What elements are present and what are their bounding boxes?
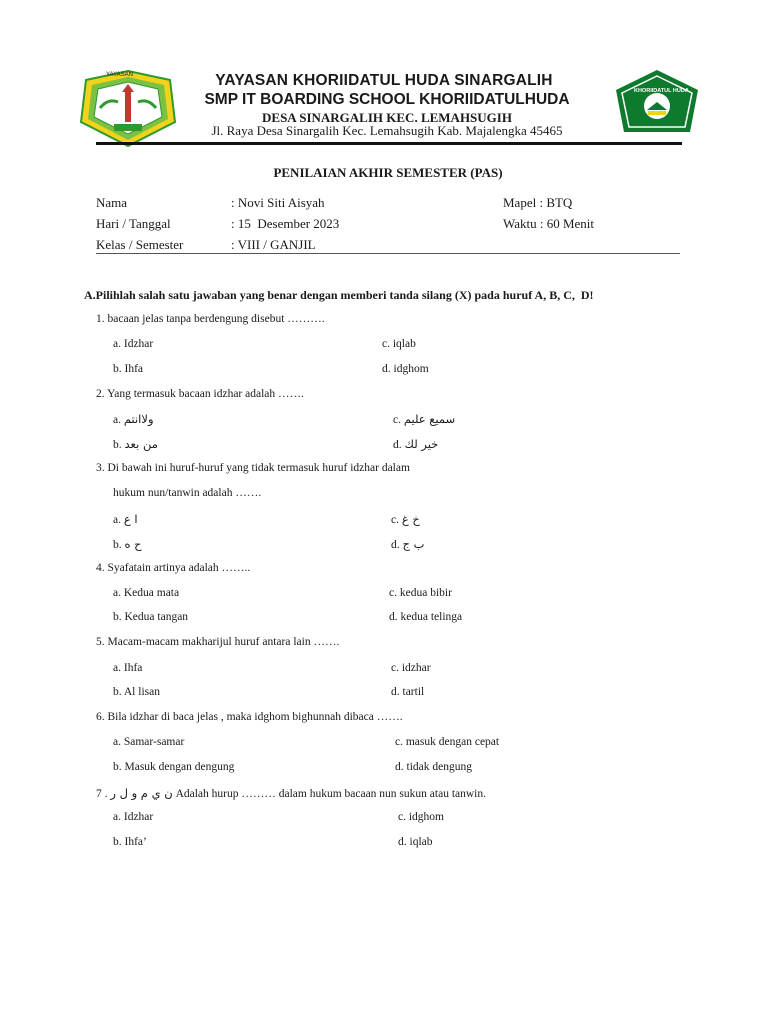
option-d: d. kedua telinga	[389, 611, 463, 623]
option-d: d. tidak dengung	[395, 761, 472, 773]
hari-value: : 15 Desember 2023	[231, 216, 340, 231]
option-b: b. Al lisan	[113, 686, 160, 698]
option-b: b. Ihfa	[113, 363, 144, 375]
option-a: a. Samar-samar	[113, 736, 185, 748]
village-name: DESA SINARGALIH KEC. LEMAHSUGIH	[262, 110, 512, 125]
option-d: d. idghom	[382, 363, 429, 375]
option-a: a. Idzhar	[113, 338, 154, 350]
option-c: c. iqlab	[382, 338, 416, 350]
foundation-name: YAYASAN KHORIIDATUL HUDA SINARGALIH	[215, 72, 553, 89]
hari-label: Hari / Tanggal	[96, 216, 171, 231]
instruction: A.Pilihlah salah satu jawaban yang benar dengan memberi tanda silang (X) pada huruf A, B, C, D!	[84, 288, 594, 302]
option-c: c. idghom	[398, 811, 444, 823]
option-c: c. kedua bibir	[389, 587, 452, 599]
option-b: b. Masuk dengan dengung	[113, 761, 235, 773]
option-b: b. من بعد	[113, 437, 158, 451]
header-divider	[96, 142, 682, 145]
exam-title: PENILAIAN AKHIR SEMESTER (PAS)	[273, 165, 503, 180]
option-d: d. خير لك	[393, 437, 439, 451]
question-3-continued: hukum nun/tanwin adalah …….	[113, 487, 262, 499]
right-logo-text: KHORIIDATUL HUDA	[634, 88, 689, 94]
option-c: c. masuk dengan cepat	[395, 736, 500, 748]
nama-value: : Novi Siti Aisyah	[231, 195, 325, 210]
option-d: d. tartil	[391, 686, 425, 698]
kelas-value: : VIII / GANJIL	[231, 237, 316, 252]
waktu-info: Waktu : 60 Menit	[503, 216, 595, 231]
question-2: 2. Yang termasuk bacaan idzhar adalah …….	[96, 388, 304, 400]
question-5: 5. Macam-macam makharijul huruf antara lain …….	[96, 636, 340, 648]
option-a: a. Kedua mata	[113, 587, 180, 599]
question-4: 4. Syafatain artinya adalah ……..	[96, 562, 251, 574]
option-b: b. Kedua tangan	[113, 611, 189, 623]
option-b: b. ح ه	[113, 537, 142, 551]
option-d: d. iqlab	[398, 836, 433, 848]
option-c: c. idzhar	[391, 662, 431, 674]
option-a: a. ا ع	[113, 512, 138, 526]
left-logo-text: YAYASAN	[106, 72, 134, 78]
question-6: 6. Bila idzhar di baca jelas , maka idghom bighunnah dibaca …….	[96, 711, 403, 723]
info-divider	[96, 253, 680, 254]
option-a: a. ولاانتم	[113, 412, 154, 426]
question-1: 1. bacaan jelas tanpa berdengung disebut ……….	[96, 313, 325, 325]
school-name: SMP IT BOARDING SCHOOL KHORIIDATULHUDA	[204, 91, 570, 108]
kelas-label: Kelas / Semester	[96, 237, 184, 252]
option-a: a. Idzhar	[113, 811, 154, 823]
school-address: Jl. Raya Desa Sinargalih Kec. Lemahsugih Kab. Majalengka 45465	[211, 123, 563, 138]
nama-label: Nama	[96, 195, 128, 210]
option-c: c. خ غ	[391, 512, 420, 526]
question-3: 3. Di bawah ini huruf-huruf yang tidak termasuk huruf idzhar dalam	[96, 462, 410, 474]
option-c: c. سميع عليم	[393, 412, 456, 426]
mapel-info: Mapel : BTQ	[503, 195, 573, 210]
option-b: b. Ihfa’	[113, 836, 147, 848]
question-7: 7 . ن ي م و ل ر Adalah hurup ……… dalam hukum bacaan nun sukun atau tanwin.	[96, 786, 486, 800]
option-d: d. ب ج	[391, 537, 425, 551]
option-a: a. Ihfa	[113, 662, 143, 674]
